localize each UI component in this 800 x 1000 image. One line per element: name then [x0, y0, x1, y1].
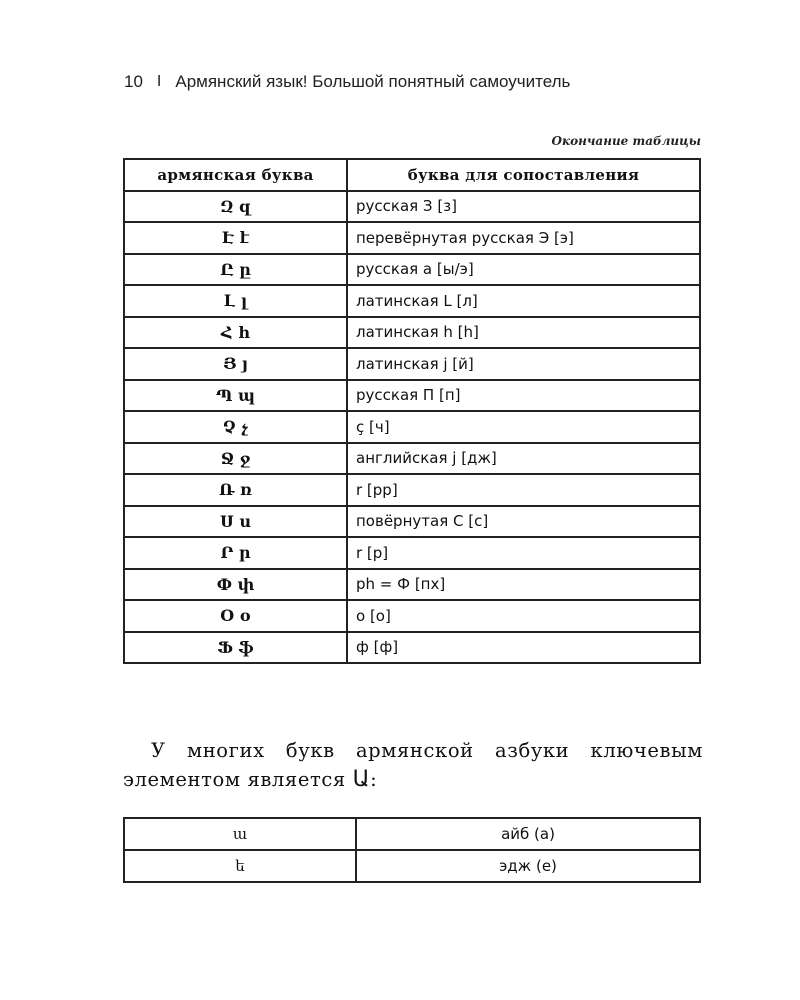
- comparison-letter: ç [ч]: [347, 411, 700, 443]
- table-row: [124, 537, 700, 569]
- running-head: [124, 72, 570, 92]
- comparison-letter: ph = Ф [пх]: [347, 569, 700, 601]
- comparison-letter: русская З [з]: [347, 191, 700, 223]
- table-row: [124, 632, 700, 664]
- comparison-letter: ф [ф]: [347, 632, 700, 664]
- comparison-letter: русская П [п]: [347, 380, 700, 412]
- comparison-letter: r [р]: [347, 537, 700, 569]
- armenian-letter: ա: [124, 818, 356, 850]
- comparison-letter: русская а [ы/э]: [347, 254, 700, 286]
- table-row: [124, 254, 700, 286]
- armenian-letter: Հ հ: [124, 317, 347, 349]
- key-glyph: Ա: [352, 767, 371, 792]
- table-row: [124, 569, 700, 601]
- table-row: [124, 285, 700, 317]
- table-row: [124, 222, 700, 254]
- column-header-comparison: буква для сопоставления: [347, 159, 700, 191]
- table-row: [124, 818, 700, 850]
- paragraph-text: У многих букв армянской азбуки ключевым элементом является: [123, 739, 703, 791]
- comparison-letter: перевёрнутая русская Э [э]: [347, 222, 700, 254]
- armenian-letter: Յ յ: [124, 348, 347, 380]
- table-row: [124, 380, 700, 412]
- table-header-row: [124, 159, 700, 191]
- header-separator: I: [156, 73, 162, 90]
- comparison-letter: английская j [дж]: [347, 443, 700, 475]
- armenian-letter: Չ չ: [124, 411, 347, 443]
- armenian-letter: Ջ ջ: [124, 443, 347, 475]
- armenian-letter: Է է: [124, 222, 347, 254]
- letter-name: эдж (е): [356, 850, 700, 882]
- book-title: Армянский язык! Большой понятный самоучитель: [175, 72, 571, 91]
- armenian-letter: Փ փ: [124, 569, 347, 601]
- table-row: [124, 600, 700, 632]
- table-row: [124, 474, 700, 506]
- comparison-letter: o [о]: [347, 600, 700, 632]
- body-paragraph: [123, 736, 703, 794]
- table-row: [124, 191, 700, 223]
- table-row: [124, 443, 700, 475]
- comparison-letter: r [рр]: [347, 474, 700, 506]
- letters-table: [123, 158, 701, 664]
- armenian-letter: Օ օ: [124, 600, 347, 632]
- armenian-letter: Ր ր: [124, 537, 347, 569]
- armenian-letter: Ֆ ֆ: [124, 632, 347, 664]
- comparison-letter: повёрнутая C [с]: [347, 506, 700, 538]
- table-caption: Окончание таблицы: [551, 134, 701, 148]
- armenian-letter: Զ զ: [124, 191, 347, 223]
- armenian-letter: Ը ը: [124, 254, 347, 286]
- table-row: [124, 348, 700, 380]
- paragraph-tail: :: [370, 768, 378, 791]
- comparison-letter: латинская L [л]: [347, 285, 700, 317]
- letter-name: айб (а): [356, 818, 700, 850]
- armenian-letter: Լ լ: [124, 285, 347, 317]
- table-row: [124, 850, 700, 882]
- comparison-letter: латинская h [h]: [347, 317, 700, 349]
- armenian-letter: Ռ ռ: [124, 474, 347, 506]
- key-element-table: [123, 817, 701, 883]
- armenian-letter: Պ պ: [124, 380, 347, 412]
- table-row: [124, 317, 700, 349]
- comparison-letter: латинская j [й]: [347, 348, 700, 380]
- table-row: [124, 506, 700, 538]
- column-header-armenian: армянская буква: [124, 159, 347, 191]
- page-number: 10: [124, 72, 143, 91]
- armenian-letter: ե: [124, 850, 356, 882]
- table-row: [124, 411, 700, 443]
- armenian-letter: Ս ս: [124, 506, 347, 538]
